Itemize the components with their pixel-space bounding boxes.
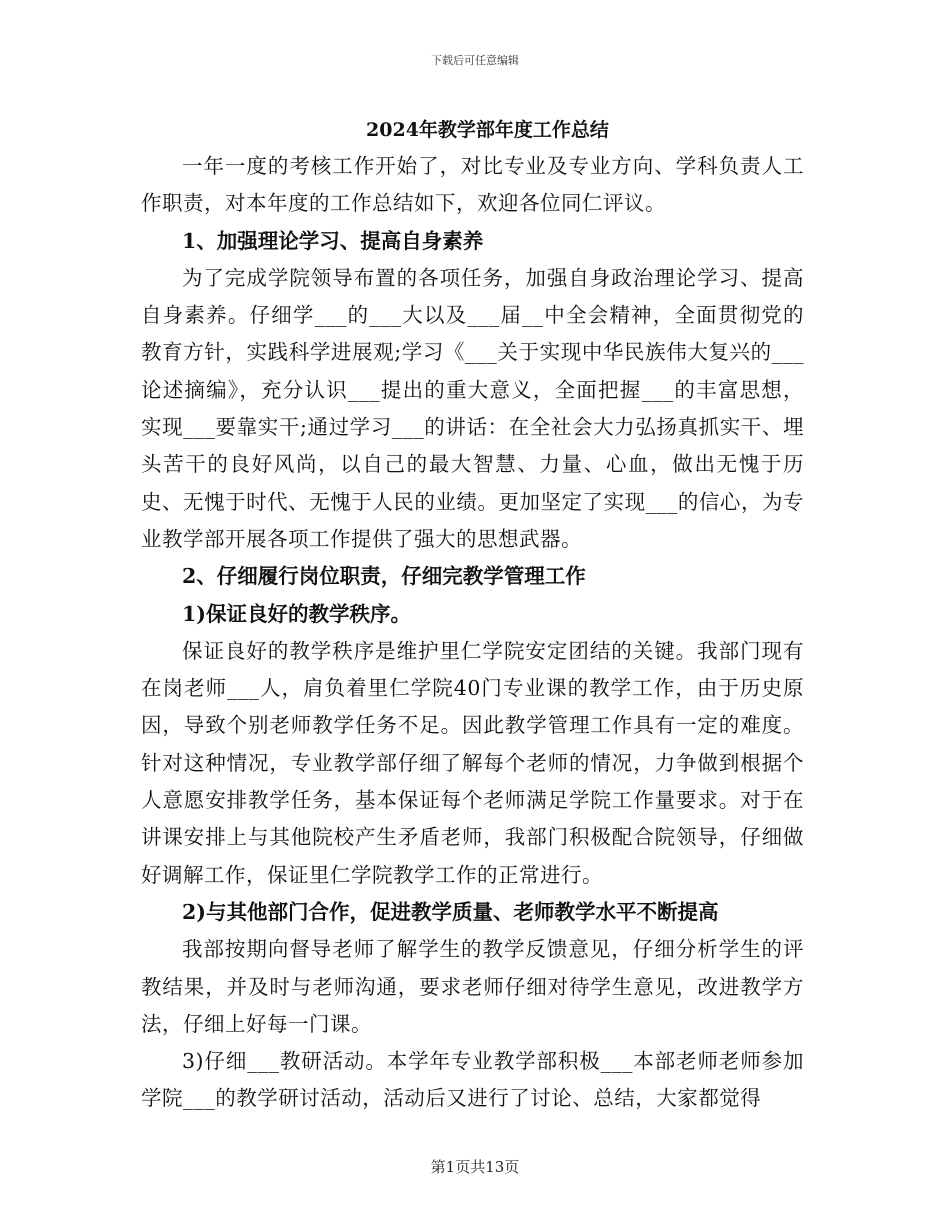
- header-note: 下载后可任意编辑: [431, 54, 519, 67]
- subsection-heading-2: 2)与其他部门合作，促进教学质量、老师教学水平不断提高: [182, 899, 719, 924]
- subsection-3-paragraph: 3)仔细___教研活动。本学年专业教学部积极___本部老师老师参加学院___的教学研讨活动，活动后又进行了讨论、总结，大家都觉得: [141, 1049, 804, 1111]
- page-title: 2024年教学部年度工作总结: [366, 119, 609, 141]
- subsection-1-paragraph: 保证良好的教学秩序是维护里仁学院安定团结的关键。我部门现有在岗老师___人，肩负着里仁学院40门专业课的教学工作，由于历史原因，导致个别老师教学任务不足。因此教学管理工作具有一定的难度。针对这种情况，专业教学部仔细了解每个老师的情况，力争做到根据个人意愿安排教学任务，基本保证每个老师满足学院工作量要求。对于在讲课安排上与其他院校产生矛盾老师，我部门积极配合院领导，仔细做好调解工作，保证里仁学院教学工作的正常进行。: [141, 638, 804, 887]
- page-number-footer: 第1页共13页: [430, 1158, 520, 1176]
- subsection-2-paragraph: 我部按期向督导老师了解学生的教学反馈意见，仔细分析学生的评教结果，并及时与老师沟通，要求老师仔细对待学生意见，改进教学方法，仔细上好每一门课。: [141, 937, 804, 1036]
- intro-paragraph: 一年一度的考核工作开始了，对比专业及专业方向、学科负责人工作职责，对本年度的工作总结如下，欢迎各位同仁评议。: [141, 154, 804, 216]
- section-1-paragraph: 为了完成学院领导布置的各项任务，加强自身政治理论学习、提高自身素养。仔细学___的___大以及___届__中全会精神，全面贯彻党的教育方针，实践科学进展观;学习《___关于实现中华民族伟大复兴的___论述摘编》，充分认识___提出的重大意义，全面把握___的丰富思想，实现___要靠实干;通过学习___的讲话：在全社会大力弘扬真抓实干、埋头苦干的良好风尚，以自己的最大智慧、力量、心血，做出无愧于历史、无愧于时代、无愧于人民的业绩。更加坚定了实现___的信心，为专业教学部开展各项工作提供了强大的思想武器。: [141, 265, 804, 551]
- section-heading-1: 1、加强理论学习、提高自身素养: [182, 228, 484, 253]
- section-heading-2: 2、仔细履行岗位职责，仔细完教学管理工作: [182, 564, 586, 589]
- subsection-heading-1: 1)保证良好的教学秩序。: [182, 601, 411, 626]
- document-body: [141, 112, 804, 1118]
